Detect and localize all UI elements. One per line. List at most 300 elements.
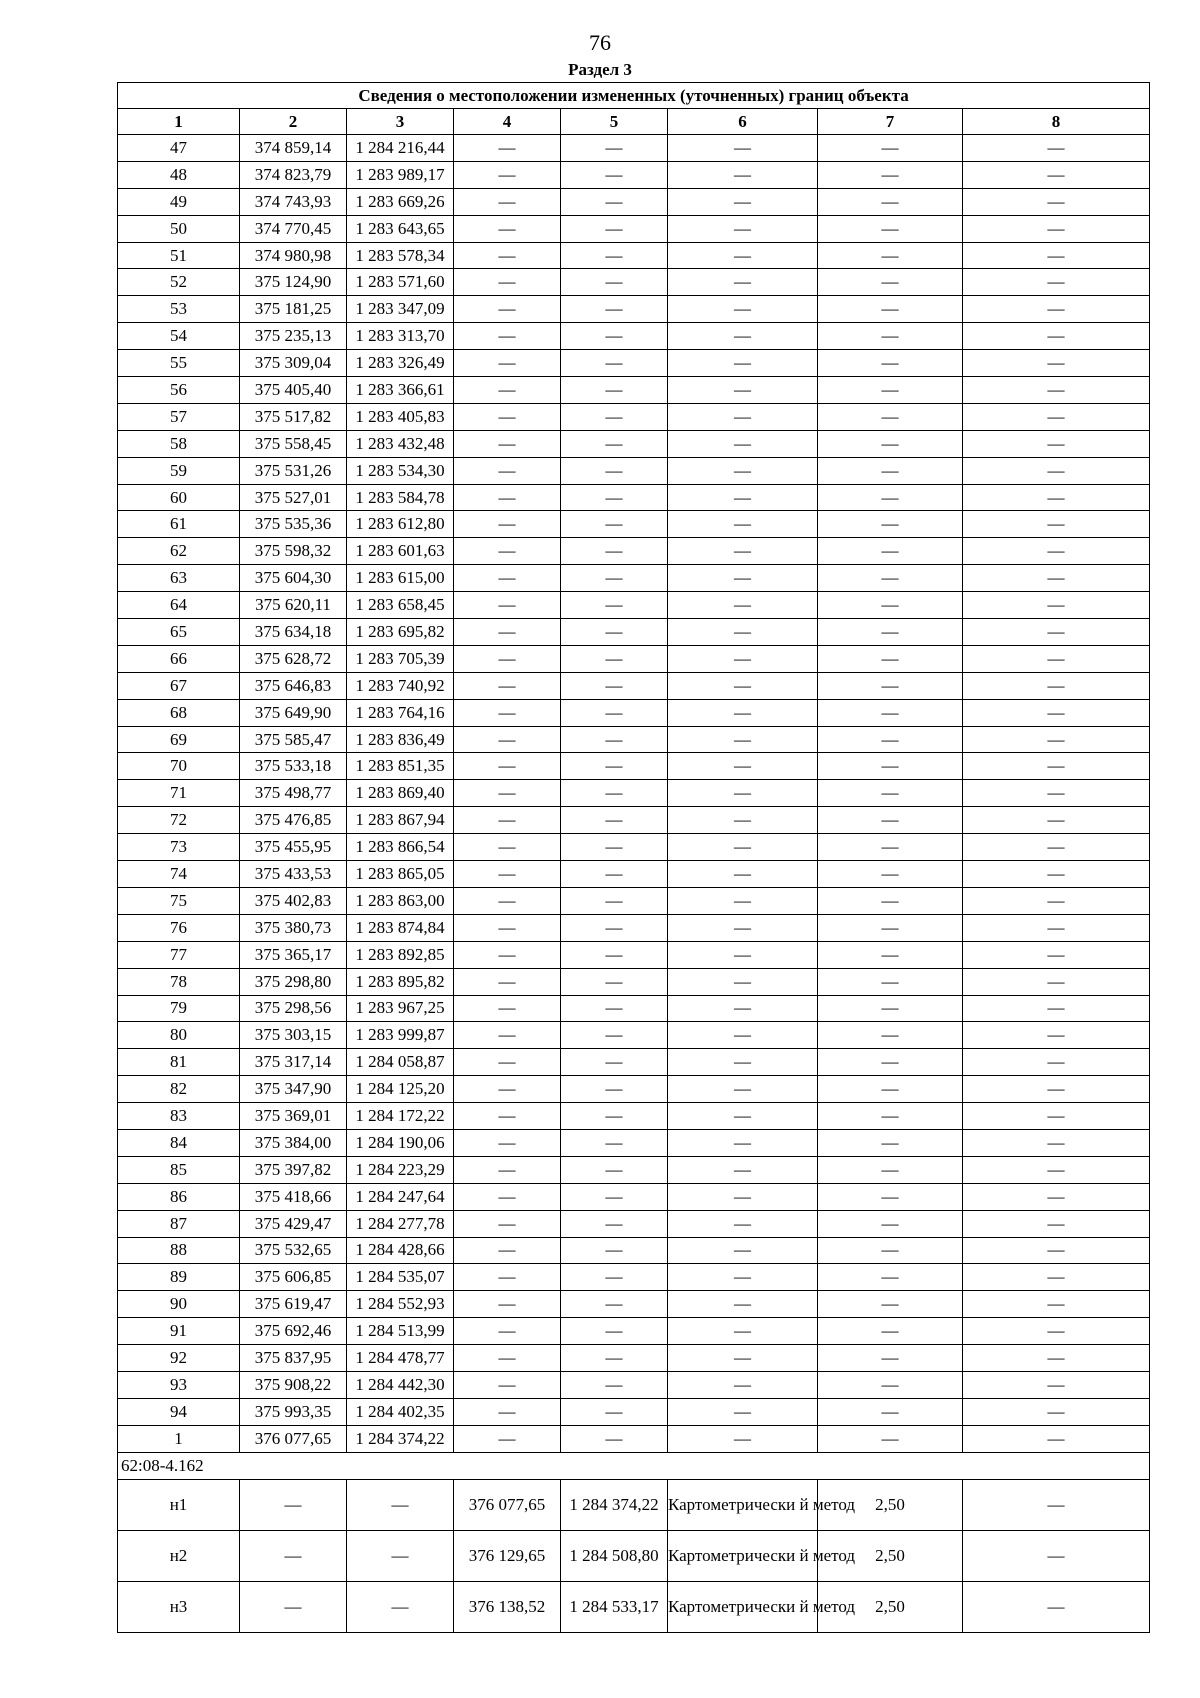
- point-y: 1 283 347,09: [347, 296, 454, 323]
- empty-dash: —: [561, 1049, 668, 1076]
- empty-dash: —: [963, 726, 1150, 753]
- empty-dash: —: [561, 968, 668, 995]
- empty-dash: —: [818, 135, 963, 162]
- empty-dash: —: [818, 1318, 963, 1345]
- empty-dash: —: [963, 1530, 1150, 1581]
- point-y: 1 283 326,49: [347, 350, 454, 377]
- point-y: 1 284 535,07: [347, 1264, 454, 1291]
- empty-dash: —: [454, 1129, 561, 1156]
- empty-dash: —: [561, 350, 668, 377]
- empty-dash: —: [454, 914, 561, 941]
- empty-dash: —: [454, 1049, 561, 1076]
- empty-dash: —: [668, 1345, 818, 1372]
- point-x: 375 347,90: [240, 1076, 347, 1103]
- table-row: [118, 1210, 1150, 1237]
- empty-dash: —: [963, 403, 1150, 430]
- empty-dash: —: [963, 699, 1150, 726]
- point-x: 375 476,85: [240, 807, 347, 834]
- empty-dash: —: [561, 672, 668, 699]
- point-number: 76: [118, 914, 240, 941]
- empty-dash: —: [454, 511, 561, 538]
- point-number: 48: [118, 161, 240, 188]
- point-number: 66: [118, 645, 240, 672]
- table-row: [118, 538, 1150, 565]
- empty-dash: —: [240, 1530, 347, 1581]
- empty-dash: —: [668, 1210, 818, 1237]
- point-number: 54: [118, 323, 240, 350]
- empty-dash: —: [668, 968, 818, 995]
- point-x: 375 993,35: [240, 1398, 347, 1425]
- empty-dash: —: [561, 699, 668, 726]
- empty-dash: —: [963, 1398, 1150, 1425]
- point-number: 53: [118, 296, 240, 323]
- point-number: 64: [118, 592, 240, 619]
- empty-dash: —: [963, 1076, 1150, 1103]
- empty-dash: —: [668, 296, 818, 323]
- column-number: 8: [963, 109, 1150, 135]
- table-row: [118, 215, 1150, 242]
- coordinates-table: [117, 82, 1150, 1633]
- empty-dash: —: [818, 484, 963, 511]
- empty-dash: —: [668, 645, 818, 672]
- accuracy: 2,50: [818, 1530, 963, 1581]
- empty-dash: —: [561, 807, 668, 834]
- empty-dash: —: [963, 995, 1150, 1022]
- empty-dash: —: [818, 699, 963, 726]
- table-row: [118, 296, 1150, 323]
- point-x: 374 823,79: [240, 161, 347, 188]
- point-number: 86: [118, 1183, 240, 1210]
- point-y: 1 283 615,00: [347, 565, 454, 592]
- point-number: 77: [118, 941, 240, 968]
- empty-dash: —: [454, 1318, 561, 1345]
- empty-dash: —: [668, 619, 818, 646]
- empty-dash: —: [561, 403, 668, 430]
- empty-dash: —: [561, 592, 668, 619]
- empty-dash: —: [561, 1129, 668, 1156]
- empty-dash: —: [963, 887, 1150, 914]
- point-x: 375 124,90: [240, 269, 347, 296]
- empty-dash: —: [561, 296, 668, 323]
- empty-dash: —: [561, 215, 668, 242]
- empty-dash: —: [347, 1530, 454, 1581]
- empty-dash: —: [668, 135, 818, 162]
- point-x: 375 235,13: [240, 323, 347, 350]
- point-x: 374 859,14: [240, 135, 347, 162]
- table-row: [118, 968, 1150, 995]
- empty-dash: —: [963, 753, 1150, 780]
- empty-dash: —: [561, 1398, 668, 1425]
- empty-dash: —: [818, 645, 963, 672]
- point-number: 79: [118, 995, 240, 1022]
- empty-dash: —: [963, 1210, 1150, 1237]
- empty-dash: —: [347, 1479, 454, 1530]
- empty-dash: —: [963, 1022, 1150, 1049]
- empty-dash: —: [668, 887, 818, 914]
- point-number: 57: [118, 403, 240, 430]
- empty-dash: —: [561, 887, 668, 914]
- point-x: 374 743,93: [240, 188, 347, 215]
- table-row: [118, 1022, 1150, 1049]
- empty-dash: —: [668, 215, 818, 242]
- empty-dash: —: [454, 726, 561, 753]
- point-y: 1 283 892,85: [347, 941, 454, 968]
- empty-dash: —: [963, 296, 1150, 323]
- point-y: 1 283 571,60: [347, 269, 454, 296]
- table-row: [118, 1049, 1150, 1076]
- point-x: 375 418,66: [240, 1183, 347, 1210]
- empty-dash: —: [668, 323, 818, 350]
- accuracy: 2,50: [818, 1581, 963, 1632]
- empty-dash: —: [668, 457, 818, 484]
- table-row: [118, 1581, 1150, 1632]
- empty-dash: —: [561, 484, 668, 511]
- point-y: 1 283 865,05: [347, 861, 454, 888]
- point-number: 91: [118, 1318, 240, 1345]
- empty-dash: —: [668, 161, 818, 188]
- empty-dash: —: [454, 807, 561, 834]
- empty-dash: —: [454, 995, 561, 1022]
- empty-dash: —: [668, 726, 818, 753]
- empty-dash: —: [963, 1291, 1150, 1318]
- empty-dash: —: [454, 1103, 561, 1130]
- point-x: 375 634,18: [240, 619, 347, 646]
- table-caption: Сведения о местоположении измененных (уточненных) границ объекта: [118, 83, 1150, 109]
- table-row: [118, 941, 1150, 968]
- table-row: [118, 1398, 1150, 1425]
- point-number: 62: [118, 538, 240, 565]
- point-y: 1 283 869,40: [347, 780, 454, 807]
- empty-dash: —: [454, 323, 561, 350]
- point-y: 1 283 705,39: [347, 645, 454, 672]
- empty-dash: —: [454, 1291, 561, 1318]
- column-number: 7: [818, 109, 963, 135]
- point-number: 50: [118, 215, 240, 242]
- empty-dash: —: [668, 1398, 818, 1425]
- empty-dash: —: [454, 592, 561, 619]
- table-row: [118, 1425, 1150, 1452]
- point-number: 74: [118, 861, 240, 888]
- empty-dash: —: [668, 565, 818, 592]
- point-number: 89: [118, 1264, 240, 1291]
- point-number: 73: [118, 834, 240, 861]
- table-row: [118, 1371, 1150, 1398]
- point-y: 1 283 874,84: [347, 914, 454, 941]
- point-y: 1 284 223,29: [347, 1156, 454, 1183]
- point-x: 375 533,18: [240, 753, 347, 780]
- point-number: 75: [118, 887, 240, 914]
- empty-dash: —: [818, 1210, 963, 1237]
- empty-dash: —: [668, 699, 818, 726]
- table-row: [118, 995, 1150, 1022]
- empty-dash: —: [818, 968, 963, 995]
- empty-dash: —: [454, 753, 561, 780]
- empty-dash: —: [963, 161, 1150, 188]
- point-x: 375 532,65: [240, 1237, 347, 1264]
- empty-dash: —: [561, 1103, 668, 1130]
- empty-dash: —: [818, 726, 963, 753]
- table-row: [118, 753, 1150, 780]
- point-x: 375 908,22: [240, 1371, 347, 1398]
- empty-dash: —: [668, 484, 818, 511]
- empty-dash: —: [561, 242, 668, 269]
- empty-dash: —: [963, 565, 1150, 592]
- point-y: 1 284 478,77: [347, 1345, 454, 1372]
- empty-dash: —: [561, 457, 668, 484]
- empty-dash: —: [561, 861, 668, 888]
- point-x: 376 138,52: [454, 1581, 561, 1632]
- point-y: 1 284 513,99: [347, 1318, 454, 1345]
- empty-dash: —: [454, 188, 561, 215]
- empty-dash: —: [454, 1076, 561, 1103]
- accuracy: 2,50: [818, 1479, 963, 1530]
- empty-dash: —: [818, 780, 963, 807]
- point-x: 375 531,26: [240, 457, 347, 484]
- empty-dash: —: [668, 1022, 818, 1049]
- empty-dash: —: [818, 1264, 963, 1291]
- empty-dash: —: [963, 1479, 1150, 1530]
- empty-dash: —: [668, 1291, 818, 1318]
- empty-dash: —: [668, 1129, 818, 1156]
- empty-dash: —: [818, 377, 963, 404]
- empty-dash: —: [668, 861, 818, 888]
- empty-dash: —: [561, 780, 668, 807]
- empty-dash: —: [963, 188, 1150, 215]
- point-number: 49: [118, 188, 240, 215]
- point-y: 1 284 533,17: [561, 1581, 668, 1632]
- empty-dash: —: [561, 726, 668, 753]
- empty-dash: —: [818, 592, 963, 619]
- empty-dash: —: [454, 215, 561, 242]
- empty-dash: —: [818, 1076, 963, 1103]
- empty-dash: —: [561, 1183, 668, 1210]
- point-y: 1 283 612,80: [347, 511, 454, 538]
- table-row: [118, 565, 1150, 592]
- table-row: [118, 457, 1150, 484]
- empty-dash: —: [454, 377, 561, 404]
- empty-dash: —: [561, 1345, 668, 1372]
- point-x: 375 527,01: [240, 484, 347, 511]
- empty-dash: —: [454, 887, 561, 914]
- empty-dash: —: [818, 215, 963, 242]
- empty-dash: —: [454, 484, 561, 511]
- empty-dash: —: [561, 1425, 668, 1452]
- point-number: 1: [118, 1425, 240, 1452]
- point-number: 82: [118, 1076, 240, 1103]
- table-row: [118, 834, 1150, 861]
- empty-dash: —: [668, 1103, 818, 1130]
- empty-dash: —: [454, 538, 561, 565]
- point-y: 1 283 867,94: [347, 807, 454, 834]
- empty-dash: —: [561, 834, 668, 861]
- empty-dash: —: [963, 619, 1150, 646]
- point-y: 1 284 552,93: [347, 1291, 454, 1318]
- empty-dash: —: [818, 1022, 963, 1049]
- point-x: 375 369,01: [240, 1103, 347, 1130]
- point-number: 68: [118, 699, 240, 726]
- empty-dash: —: [963, 215, 1150, 242]
- empty-dash: —: [347, 1581, 454, 1632]
- point-number: 70: [118, 753, 240, 780]
- point-y: 1 284 374,22: [347, 1425, 454, 1452]
- empty-dash: —: [454, 968, 561, 995]
- empty-dash: —: [963, 1183, 1150, 1210]
- empty-dash: —: [668, 350, 818, 377]
- empty-dash: —: [818, 941, 963, 968]
- empty-dash: —: [963, 780, 1150, 807]
- empty-dash: —: [668, 1371, 818, 1398]
- empty-dash: —: [963, 968, 1150, 995]
- empty-dash: —: [454, 403, 561, 430]
- empty-dash: —: [454, 269, 561, 296]
- empty-dash: —: [454, 1398, 561, 1425]
- empty-dash: —: [963, 914, 1150, 941]
- point-x: 375 692,46: [240, 1318, 347, 1345]
- empty-dash: —: [818, 242, 963, 269]
- empty-dash: —: [454, 242, 561, 269]
- empty-dash: —: [963, 135, 1150, 162]
- empty-dash: —: [561, 914, 668, 941]
- column-number-row: [118, 109, 1150, 135]
- method: Картометрически й метод: [668, 1479, 818, 1530]
- table-row: [118, 1530, 1150, 1581]
- point-x: 375 517,82: [240, 403, 347, 430]
- empty-dash: —: [818, 619, 963, 646]
- empty-dash: —: [668, 188, 818, 215]
- point-x: 375 455,95: [240, 834, 347, 861]
- point-number: 47: [118, 135, 240, 162]
- empty-dash: —: [561, 995, 668, 1022]
- empty-dash: —: [561, 135, 668, 162]
- point-x: 375 620,11: [240, 592, 347, 619]
- point-number: 88: [118, 1237, 240, 1264]
- point-x: 374 980,98: [240, 242, 347, 269]
- empty-dash: —: [963, 592, 1150, 619]
- empty-dash: —: [818, 1371, 963, 1398]
- empty-dash: —: [818, 807, 963, 834]
- empty-dash: —: [818, 403, 963, 430]
- empty-dash: —: [963, 645, 1150, 672]
- empty-dash: —: [818, 1049, 963, 1076]
- point-number: 65: [118, 619, 240, 646]
- empty-dash: —: [454, 1183, 561, 1210]
- empty-dash: —: [963, 834, 1150, 861]
- point-x: 376 077,65: [240, 1425, 347, 1452]
- empty-dash: —: [668, 511, 818, 538]
- point-y: 1 283 534,30: [347, 457, 454, 484]
- point-y: 1 283 578,34: [347, 242, 454, 269]
- point-number: 90: [118, 1291, 240, 1318]
- point-x: 375 397,82: [240, 1156, 347, 1183]
- empty-dash: —: [963, 242, 1150, 269]
- table-row: [118, 188, 1150, 215]
- table-row: [118, 403, 1150, 430]
- point-y: 1 283 863,00: [347, 887, 454, 914]
- table-row: [118, 619, 1150, 646]
- column-number: 4: [454, 109, 561, 135]
- empty-dash: —: [668, 780, 818, 807]
- empty-dash: —: [454, 699, 561, 726]
- empty-dash: —: [240, 1479, 347, 1530]
- point-x: 375 365,17: [240, 941, 347, 968]
- point-x: 375 558,45: [240, 430, 347, 457]
- empty-dash: —: [818, 350, 963, 377]
- empty-dash: —: [454, 457, 561, 484]
- empty-dash: —: [818, 323, 963, 350]
- table-row: [118, 1345, 1150, 1372]
- new-boundary-points: [118, 1479, 1150, 1632]
- empty-dash: —: [454, 1425, 561, 1452]
- empty-dash: —: [668, 377, 818, 404]
- point-number: н1: [118, 1479, 240, 1530]
- point-x: 375 606,85: [240, 1264, 347, 1291]
- point-x: 375 303,15: [240, 1022, 347, 1049]
- point-number: 51: [118, 242, 240, 269]
- table-row: [118, 242, 1150, 269]
- point-y: 1 284 190,06: [347, 1129, 454, 1156]
- table-row: [118, 269, 1150, 296]
- empty-dash: —: [963, 1049, 1150, 1076]
- table-row: [118, 430, 1150, 457]
- empty-dash: —: [818, 672, 963, 699]
- point-y: 1 284 442,30: [347, 1371, 454, 1398]
- point-y: 1 283 669,26: [347, 188, 454, 215]
- table-row: [118, 861, 1150, 888]
- point-y: 1 284 247,64: [347, 1183, 454, 1210]
- empty-dash: —: [454, 834, 561, 861]
- point-number: 92: [118, 1345, 240, 1372]
- empty-dash: —: [818, 188, 963, 215]
- table-row: [118, 1264, 1150, 1291]
- object-number: 62:08-4.162: [118, 1452, 1150, 1479]
- empty-dash: —: [668, 1049, 818, 1076]
- empty-dash: —: [561, 1371, 668, 1398]
- point-x: 375 402,83: [240, 887, 347, 914]
- empty-dash: —: [668, 1425, 818, 1452]
- point-number: 87: [118, 1210, 240, 1237]
- point-number: 84: [118, 1129, 240, 1156]
- point-number: 58: [118, 430, 240, 457]
- empty-dash: —: [561, 377, 668, 404]
- empty-dash: —: [668, 269, 818, 296]
- point-y: 1 283 764,16: [347, 699, 454, 726]
- point-number: 55: [118, 350, 240, 377]
- point-number: 93: [118, 1371, 240, 1398]
- point-y: 1 283 989,17: [347, 161, 454, 188]
- point-y: 1 283 432,48: [347, 430, 454, 457]
- empty-dash: —: [668, 403, 818, 430]
- point-y: 1 283 366,61: [347, 377, 454, 404]
- empty-dash: —: [963, 350, 1150, 377]
- point-number: 83: [118, 1103, 240, 1130]
- empty-dash: —: [818, 861, 963, 888]
- empty-dash: —: [454, 672, 561, 699]
- empty-dash: —: [963, 672, 1150, 699]
- empty-dash: —: [454, 1371, 561, 1398]
- empty-dash: —: [963, 807, 1150, 834]
- method: Картометрически й метод: [668, 1530, 818, 1581]
- point-number: 81: [118, 1049, 240, 1076]
- table-row: [118, 484, 1150, 511]
- empty-dash: —: [561, 511, 668, 538]
- boundary-points: [118, 135, 1150, 1453]
- table-row: [118, 1103, 1150, 1130]
- point-y: 1 283 643,65: [347, 215, 454, 242]
- empty-dash: —: [963, 538, 1150, 565]
- column-number: 3: [347, 109, 454, 135]
- empty-dash: —: [668, 430, 818, 457]
- empty-dash: —: [963, 269, 1150, 296]
